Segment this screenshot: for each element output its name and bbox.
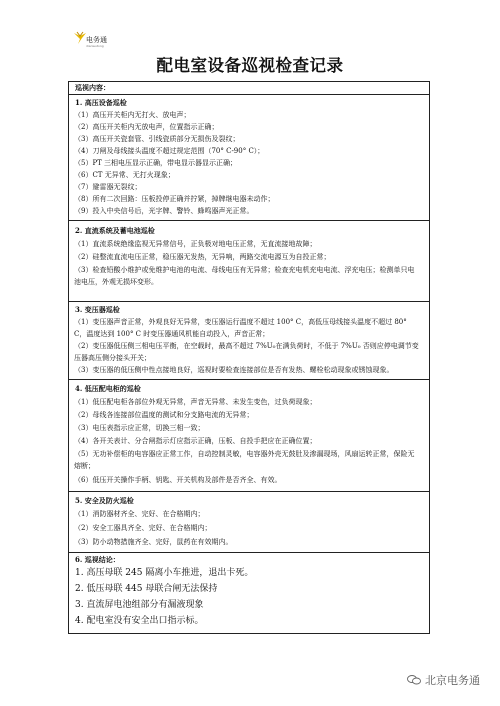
list-item: （1）变压器声音正常，外观良好无异常，变压器运行温度不超过 100° C，高低压母线接头温度不超过 80° C，温度达到 100° C 时变压器通风机能自动投入，声音正常；	[74, 318, 407, 338]
document-title: 配电室设备巡视检查记录	[156, 56, 344, 75]
list-item: （3）防小动物措施齐全、完好，鼠药在有效期内。	[74, 538, 233, 546]
inspect-label-row	[69, 82, 429, 95]
list-item: （1）高压开关柜内无打火、放电声；	[74, 111, 191, 119]
list-item: （2）硅整流直流电压正常，稳压器无发热，无异响，两路交流电源互为自投正常；	[74, 253, 331, 261]
section-heading: 3. 变压器巡检	[75, 305, 120, 314]
list-item: （3）检查铅酸小维护或免维护电池的电流、母线电压有无异常；检查充电机充电电流、浮充电压；检测单只电池电压，外观无损坏变形。	[74, 266, 415, 286]
watermark	[407, 672, 480, 688]
section-heading: 6. 巡视结论：	[75, 555, 120, 564]
conclusion-item: 1. 高压母联 245 隔离小车推进，退出卡死。	[75, 568, 254, 578]
list-item: （6）CT 无异常、无打火现象；	[74, 171, 175, 179]
section-high-voltage	[69, 95, 429, 221]
list-item: （5）PT 三相电压显示正确，带电显示器显示正确；	[74, 159, 238, 167]
list-item: （9）投入中央信号后，光字牌、警铃、蜂鸣器声光正常。	[74, 207, 254, 215]
inspection-form	[68, 81, 430, 634]
inspect-label: 巡视内容：	[75, 83, 110, 92]
list-item: （6）低压开关操作手柄、钥匙、开关机构及部件是否齐全、有效。	[74, 476, 282, 484]
section-heading: 5. 安全及防火巡检	[75, 496, 134, 505]
list-item: （1）低压配电柜各部位外观无异常，声音无异常、未发生变色，过负荷现象；	[74, 398, 317, 406]
list-item: （3）电压表指示应正常，切换三相一致；	[74, 424, 205, 432]
section-heading: 2. 直流系统及蓄电池巡检	[75, 226, 155, 235]
list-item: （5）无功补偿柜的电容器应正常工作，自动控制灵敏，电容器外壳无鼓肚及渗漏现场，风扇运转正常，保险无熔断；	[74, 450, 415, 470]
wechat-icon	[407, 675, 421, 685]
list-item: （2）母线各连接部位温度的测试和分支路电流的无异常；	[74, 411, 254, 419]
list-item: （2）高压开关柜内无放电声，位置指示正确；	[74, 123, 219, 131]
logo-sub-text: dianwutong	[86, 44, 104, 48]
section-dc-system	[69, 221, 429, 302]
list-item: （1）直流系统绝缘监视无异常信号，正负极对地电压正常，无直流接地故障；	[74, 240, 317, 248]
watermark-text: 北京电务通	[425, 674, 480, 687]
list-item: （3）变压器的低压侧中性点接地良好，巡视时要检查连接部位是否有发热、螺栓松动现象或锈蚀现象。	[74, 366, 394, 374]
list-item: （2）变压器低压侧三相电压平衡，在空载时，最高不超过 7%U₀在满负荷时，不低于 7%U₀ 否则应停电调节变压器高压侧分接头开关；	[74, 342, 419, 362]
section-heading: 4. 低压配电柜的巡检	[75, 384, 141, 393]
list-item: （7）避雷器无裂纹；	[74, 183, 142, 191]
section-low-voltage	[69, 380, 429, 492]
list-item: （3）高压开关瓷套管、引线瓷质部分无损伤及裂纹；	[74, 135, 240, 143]
section-conclusion	[69, 553, 429, 635]
conclusion-item: 4. 配电室没有安全出口指示标。	[75, 616, 204, 626]
logo-brand-text: 电务通	[86, 36, 107, 44]
list-item: （4）各开关表计、分合闸指示灯应指示正确，压板、自投手把应在正确位置；	[74, 437, 317, 445]
section-transformer	[69, 302, 429, 380]
list-item: （4）刀闸及母线接头温度不超过规定范围（70° C-90° C）；	[74, 147, 265, 155]
list-item: （1）消防器材齐全、完好、在合格期内；	[74, 510, 205, 518]
list-item: （8）所有二次回路：压板投停正确并拧紧，掉牌继电器未动作；	[74, 195, 275, 203]
section-fire-safety	[69, 492, 429, 553]
conclusion-item: 3. 直流屏电池组部分有漏液现象	[75, 600, 204, 610]
list-item: （2）安全工器具齐全、完好、在合格期内；	[74, 524, 212, 532]
company-logo	[72, 30, 116, 52]
section-heading: 1. 高压设备巡检	[75, 98, 127, 107]
conclusion-item: 2. 低压母联 445 母联合闸无法保持	[75, 584, 218, 594]
